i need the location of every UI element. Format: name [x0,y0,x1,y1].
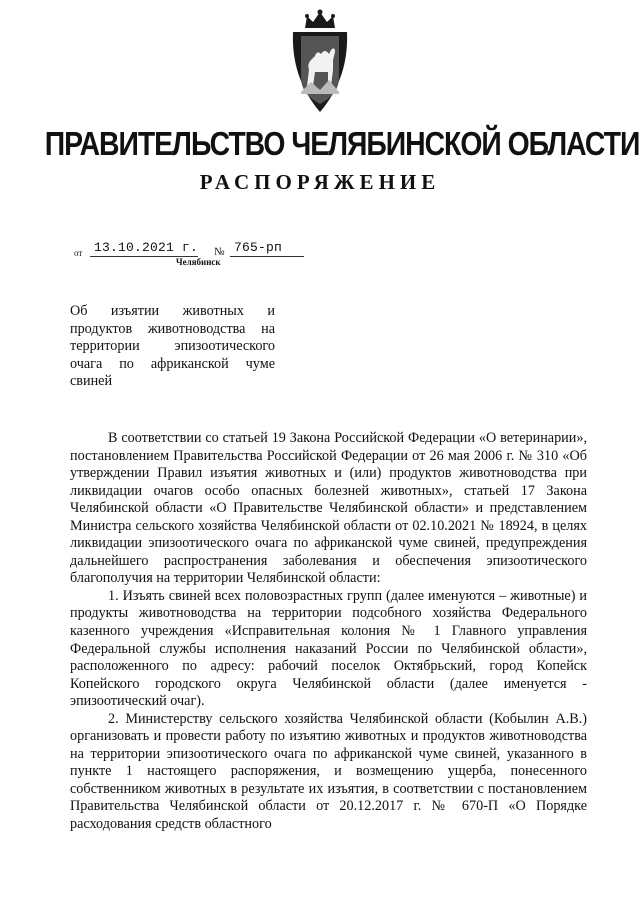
document-date: 13.10.2021 г. [94,240,199,255]
document-subject [70,303,275,391]
issue-city: Челябинск [176,257,221,267]
body-paragraph-2: 2. Министерству сельского хозяйства Челябинской области (Кобылин А.В.) организовать и провести работу по изъятию животных и продуктов животноводства на территории эпизоотического очага по африканской чуме свиней, указанного в пункте 1 настоящего распоряжения, и возмещению ущерба, понесенного собственником животных в результате их изъятия, в соответствии с постановлением Правительства Челябинской области от 20.12.2017 г. № 670-П «О Порядке расходования средств областного [70,710,587,833]
body-paragraph-intro: В соответствии со статьей 19 Закона Российской Федерации «О ветеринарии», постановлением Правительства Российской Федерации от 26 мая 2006 г. № 310 «Об утверждении Правил изъятия животных и (или) продуктов животноводства при ликвидации очагов особо опасных болезней животных», статьей 17 Закона Челябинской области «О Правительстве Челябинской области» и представлением Министра сельского хозяйства Челябинской области от 02.10.2021 № 18924, в целях ликвидации эпизоотического очага по африканской чуме свиней, предупреждения дальнейшего распространения заболевания и обеспечения эпизоотического благополучия на территории Челябинской области: [70,430,587,587]
organization-title: ПРАВИТЕЛЬСТВО ЧЕЛЯБИНСКОЙ ОБЛАСТИ [44,125,640,162]
date-prefix: от [74,248,83,258]
document-type: РАСПОРЯЖЕНИЕ [199,170,441,194]
number-prefix: № [214,246,225,258]
document-body [70,430,587,834]
subject-text: Об изъятии животных и продуктов животноводства на территории эпизоотического очага по африканской чуме свиней [70,303,275,389]
body-paragraph-1: 1. Изъять свиней всех половозрастных групп (далее именуются – животные) и продукты животноводства на территории подсобного хозяйства Федерального казенного учреждения «Исправительная колония № 1 Главного управления Федеральной службы исполнения наказаний России по Челябинской области», расположенного по адресу: рабочий поселок Октябрьский, город Копейск Копейского городского округа Челябинской области (далее именуется - эпизоотический очаг). [70,587,587,710]
number-underline [230,256,304,257]
coat-of-arms-icon [285,8,355,116]
document-number: 765-рп [234,240,283,255]
